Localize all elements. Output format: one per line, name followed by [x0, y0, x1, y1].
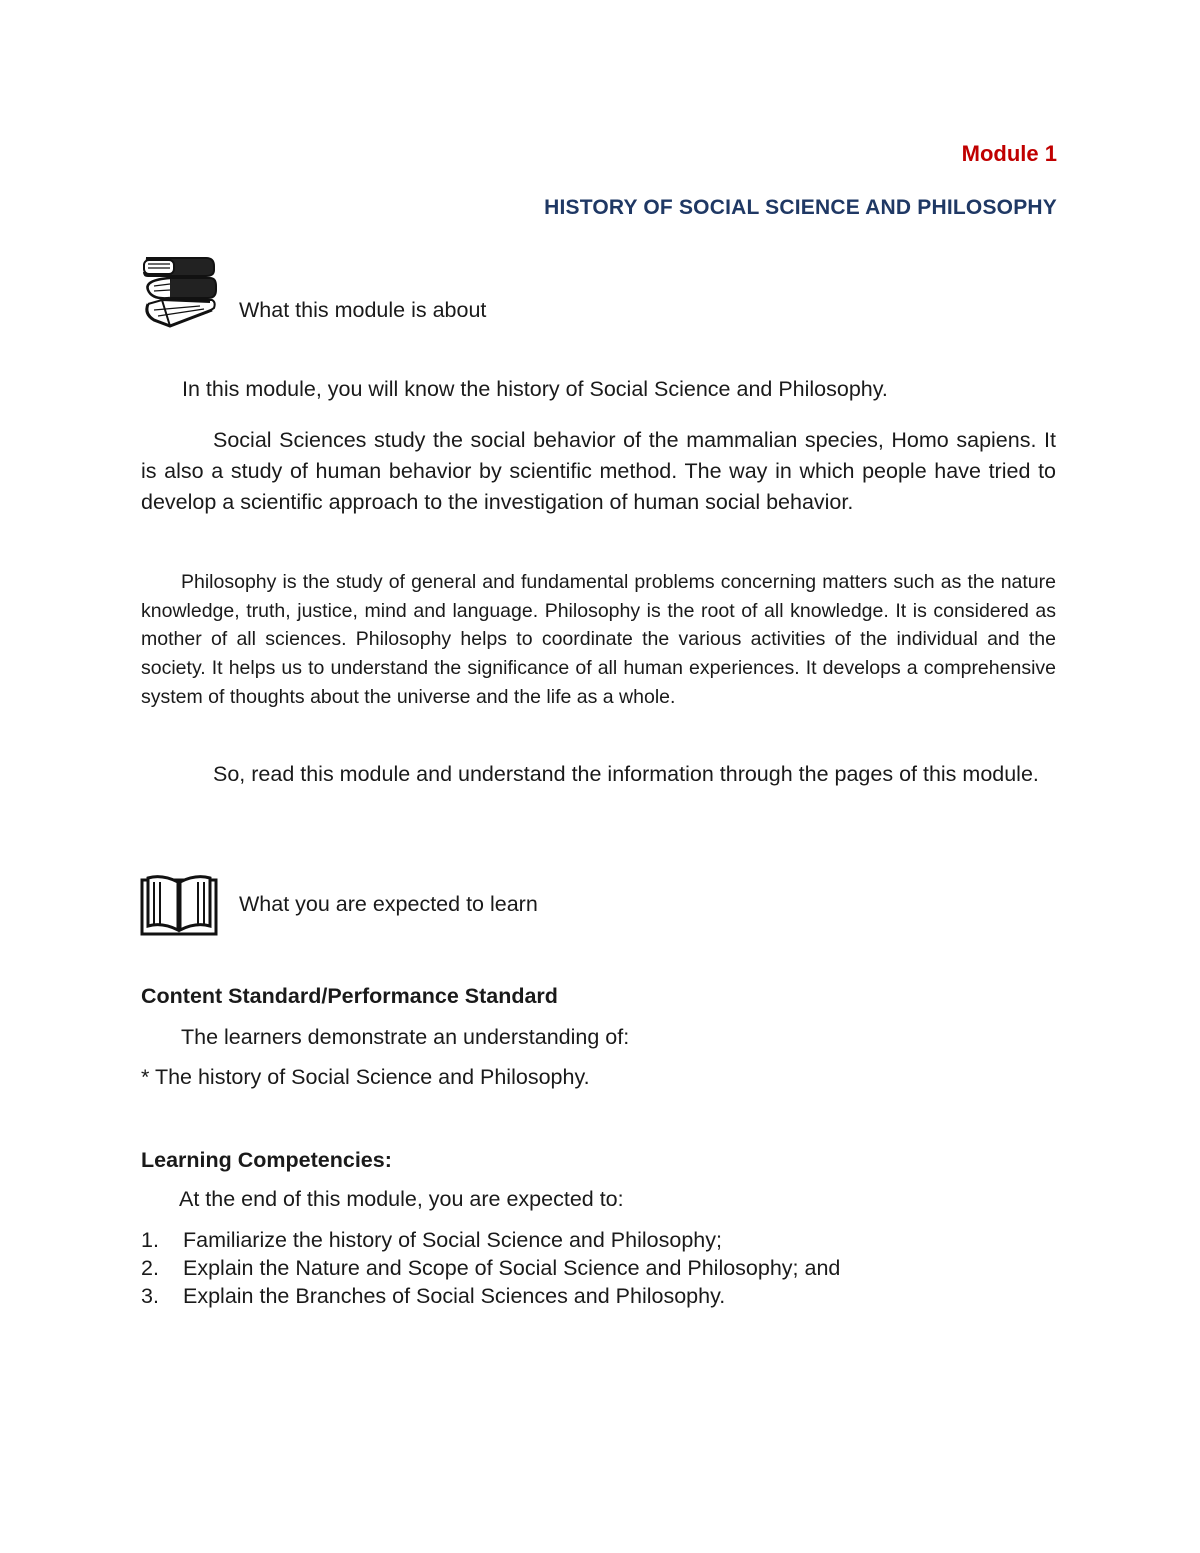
- about-intro: In this module, you will know the history of Social Science and Philosophy.: [182, 377, 888, 401]
- expected-heading: What you are expected to learn: [239, 892, 538, 916]
- content-standard-heading: Content Standard/Performance Standard: [141, 984, 558, 1008]
- list-item: 1. Familiarize the history of Social Science and Philosophy;: [141, 1228, 722, 1252]
- competencies-lead: At the end of this module, you are expected to:: [179, 1187, 624, 1211]
- standard-item: * The history of Social Science and Philosophy.: [141, 1065, 590, 1089]
- list-item: 2. Explain the Nature and Scope of Social Science and Philosophy; and: [141, 1256, 841, 1280]
- paragraph-philosophy: Philosophy is the study of general and fundamental problems concerning matters such as the nature knowledge, truth, justice, mind and language. Philosophy is the root of all knowledge. It is considered as mother of all sciences. Philosophy helps to coordinate the various activities of the individual and the society. It helps us to understand the significance of all human experiences. It develops a comprehensive system of thoughts about the universe and the life as a whole.: [141, 571, 1056, 708]
- competencies-list: [141, 1226, 840, 1310]
- list-item: 3. Explain the Branches of Social Sciences and Philosophy.: [141, 1284, 726, 1308]
- module-number: Module 1: [961, 141, 1057, 166]
- about-heading: What this module is about: [239, 298, 487, 322]
- standard-lead: The learners demonstrate an understanding of:: [181, 1025, 630, 1049]
- learning-competencies-heading: Learning Competencies:: [141, 1148, 392, 1172]
- books-stack-icon: [140, 254, 218, 330]
- module-title: HISTORY OF SOCIAL SCIENCE AND PHILOSOPHY: [544, 196, 1057, 219]
- paragraph-read-module: So, read this module and understand the information through the pages of this module.: [213, 762, 1039, 786]
- paragraph-social-science: Social Sciences study the social behavior of the mammalian species, Homo sapiens. It is also a study of human behavior by scientific method. The way in which people have tried to develop a scientific approach to the investigation of human social behavior.: [141, 428, 1056, 514]
- open-book-icon: [140, 874, 218, 938]
